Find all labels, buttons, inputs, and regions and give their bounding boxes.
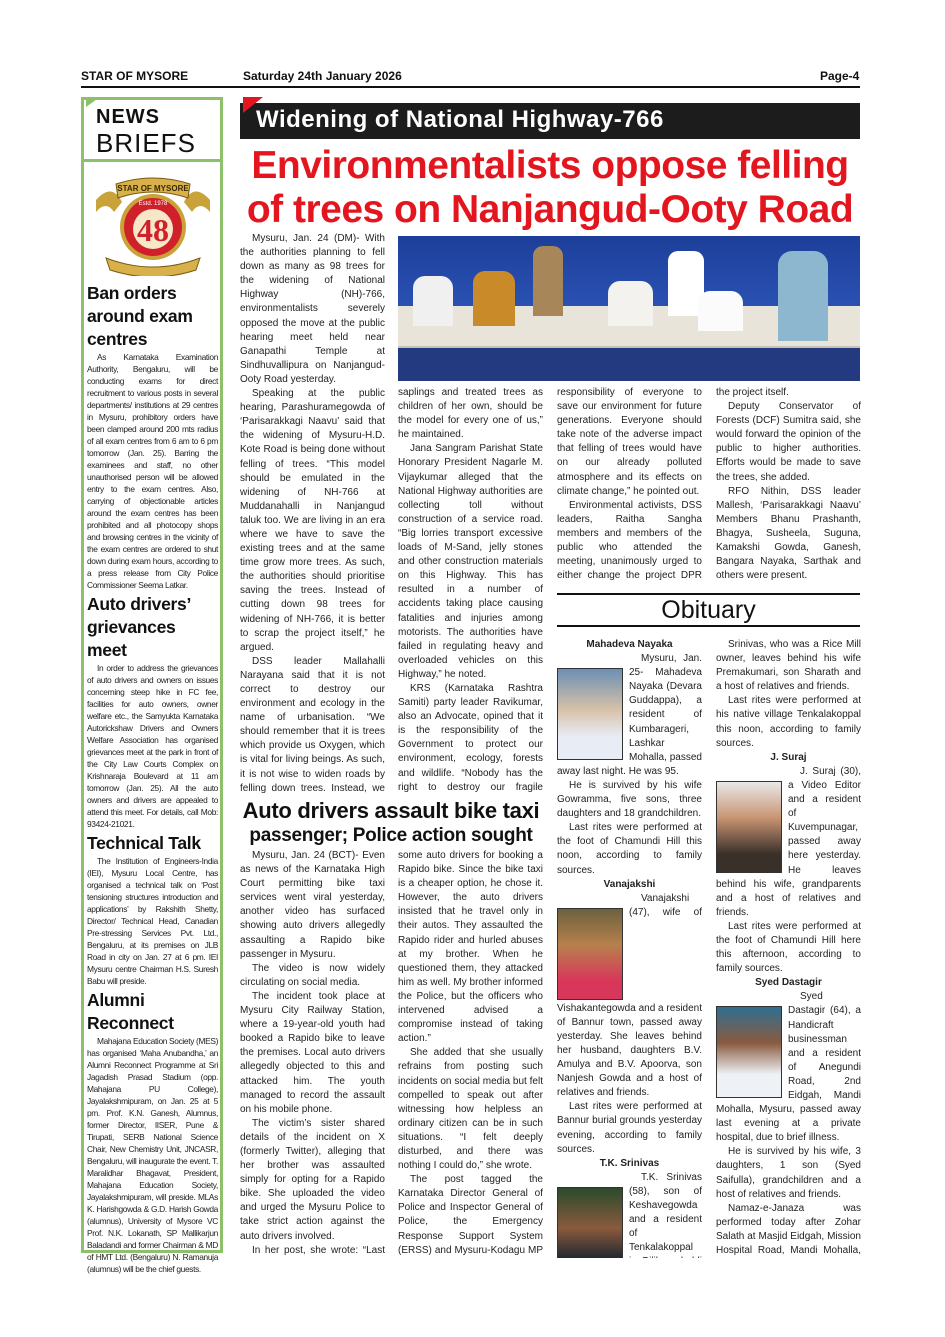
- brief-text: As Karnataka Examination Authority, Bengaluru, will be conducting exams for direct recruitment to various posts in several departments/ institutions at 29 centres in Mysuru, prohibitory orders have been clamped around 200 mts radius of all exam centres from 6 am to 6 pm tomorrow (Jan. 25). Barring the examinees and staff, no other unauthorised person will be allowed entry to the exam centres. Also, carrying of objectionable articles around the exam centres has been prohibited and all photocopy shops and browsing centres in the vicinity of the exam centres are ordered to shut down during exam hours, according to a press release from City Police Commissioner Seema Latkar.: [87, 352, 218, 590]
- second-headline-line-2-box: [240, 824, 542, 848]
- obituary-paragraph: [716, 765, 861, 920]
- obituary-text: T.K. Srinivas (58), son of Keshavegowda and a resident of Tenkalakoppal: [629, 1171, 702, 1254]
- obituary-text: Vanajakshi (47), wife of Vishakantegowda and a resident of Bannur town, passed away yesterday. She leaves behind her husband, daughters B.V. Amulya and B.V. Apoorva, son Nanjesh Gowda and a host of relatives and friends.: [557, 892, 702, 1099]
- obituary-column-1: [557, 638, 702, 1258]
- article-paragraph: The victim’s sister shared details of the incident on X (formerly Twitter), alleging that her brother was assaulted simply for opting for a Rapido bike. She uploaded the video and urged the Mysuru Police to take strict action against the auto drivers involved.: [240, 1117, 385, 1242]
- article-paragraph: The video is now widely circulating on social media.: [240, 962, 385, 988]
- obituary-photo: [716, 781, 782, 873]
- article-paragraph: RFO Nithin, DSS leader Mallesh, ‘Parisarakkagi Naavu’ Members Bhanu Prashanth, Bhagya, Susheela, Suguna, Kamakshi Gowda, Ganesh, Bangara Nayaka, Sarthak and others were present.: [716, 485, 861, 582]
- briefs-corner-flag: [86, 97, 100, 107]
- news-briefs-panel: [81, 97, 223, 1274]
- article-paragraph: DSS leader Mallahalli Narayana said that it is not correct to destroy our environment and ecology in the name of urbanisation. “We should remember that it is trees which provide us Oxygen, which is vital for living beings. As such, it is not wise to widen roads by felling down trees. Instead, we: [240, 655, 385, 794]
- article-paragraph: The post tagged the Karnataka Director General of Police and Inspector General of Police, the Emergency Response Support System (ERSS) and Mysuru-Kodagu MP: [398, 1174, 543, 1256]
- briefs-list: [87, 280, 218, 1275]
- article-paragraph: She added that she usually refrains from posting such incidents on social media but felt compelled to speak out after witnessing how helpless an ordinary citizen can be in such situations. “I felt deeply disturbed, and there was nothing I could do,” she wrote.: [398, 1047, 543, 1172]
- article-paragraph: saplings and treated trees as children of her own, should be the model for every one of us,” he maintained.: [398, 387, 543, 441]
- obituary-paragraph: Last rites were performed at Bannur burial grounds yesterday evening, according to family sources.: [557, 1101, 702, 1155]
- second-headline-line-1: Auto drivers assault bike taxi: [242, 798, 540, 823]
- headline-line-1-box: [240, 144, 860, 188]
- brief-text: In order to address the grievances of auto drivers and owners on issues concerning steep hike in FC fee, facilities for auto owners, owner welfare etc., the Samyukta Karnataka Autorickshaw Drivers and Owners Welfare Association has organised grievances meet at the park in front of the City Law Courts Complex on Krishnaraja Boulevard at 11 am tomorrow (Jan. 25). All the auto owners and drivers are appealed to attend this meet. For details, call Mob: 93424-21021.: [87, 663, 218, 829]
- brief-heading: Ban orders around exam centres: [87, 283, 193, 349]
- brief-heading: Auto drivers’ grievances meet: [87, 594, 191, 660]
- svg-text:STAR OF MYSORE: STAR OF MYSORE: [117, 184, 189, 193]
- obituary-text: Mysuru, Jan. 25- Mahadeva Nayaka (Devara Guddappa), a resident of Kumbarageri, Lashkar Mohalla, passed away last night. He was 95.: [557, 653, 702, 777]
- article-column-4: [716, 386, 861, 586]
- article-column-1: [240, 232, 385, 796]
- article-paragraph: the project itself.: [716, 387, 789, 398]
- headline-line-1: Environmentalists oppose felling: [251, 144, 849, 187]
- article-paragraph: some auto drivers for booking a Rapido bike. Since the bike taxi is a cheaper option, he chose it. However, the auto drivers insisted that he travel only in their autos. They assaulted the Rapido rider and hurled abuses at my brother. When he questioned them, they attacked him as well. My brother informed the Police, but the officers who intervened advised a compromise instead of taking action.”: [398, 850, 543, 1045]
- headline-line-2: of trees on Nanjangud-Ooty Road: [246, 188, 854, 231]
- headline-line-2-box: [240, 188, 860, 232]
- obituary-photo: [557, 668, 623, 760]
- article-paragraph: Mysuru, Jan. 24 (BCT)- Even as news of the Karnataka High Court permitting bike taxi services went viral yesterday, another video has surfaced showing auto drivers allegedly assaulting a Rapido bike passenger in Mysuru.: [240, 850, 385, 960]
- second-article-column-1: [240, 849, 385, 1259]
- page-number: Page-4: [820, 69, 860, 83]
- newspaper-name: STAR OF MYSORE: [81, 69, 189, 83]
- second-headline-line-2: passenger; Police action sought: [249, 825, 533, 846]
- article-paragraph: Environmental activists, DSS leaders, Raitha Sangha members and members of the public who attended the meeting, unanimously urged to either change the project DPR: [557, 499, 702, 582]
- obituary-paragraph: Last rites were performed at his native village Tenkalakoppal this noon, according to family sources.: [716, 695, 861, 749]
- obituary-heading: Obituary: [557, 593, 860, 627]
- obituary-name: T.K. Srinivas: [599, 1157, 660, 1169]
- article-paragraph: KRS (Karnataka Rashtra Samiti) party leader Ravikumar, also an Advocate, opined that it is the responsibility of the Government to protect our environment, ecology, forests and wildlife. “Nobody has the right to destroy our fragile: [398, 682, 543, 793]
- obituary-name: J. Suraj: [770, 751, 807, 763]
- news-label: NEWS: [96, 106, 160, 128]
- article-paragraph: In her post, she wrote: “Last: [252, 1244, 385, 1256]
- article-paragraph: Speaking at the public hearing, Parashuramegowda of ‘Parisarakkagi Naavu’ said that the widening of Mysuru-H.D. Kote Road is being done without felling of trees. “This model should be emulated in the widening of NH-766 at Muddanahalli in Nanjangud taluk too. We are living in an era where we have to save the existing trees and at the same time grow more trees. As such, the authorities should prioritise saving the trees. Instead of cutting down 98 trees for widening of NH-766, it is better to scrap the project itself,” he argued.: [240, 388, 385, 653]
- obituary-paragraph: [557, 892, 702, 1101]
- svg-text:48: 48: [137, 212, 169, 248]
- news-briefs-heading: [84, 100, 220, 162]
- anniversary-logo-icon: [92, 172, 214, 276]
- brief-text: The Institution of Engineers-India (IEI), Mysuru Local Centre, has organised a technical talk on ‘Post tensioning structures introduction and applications’ by Rakshith Shetty, Director/ Technical Head, Canadian Pre-stressing Services Pvt. Ltd., Bengaluru, at its premises on JLB Road in city on Jan. 27 at 6 pm. IEI Mysuru centre Chairman H.S. Suresh Babu will preside.: [87, 856, 218, 986]
- obituary-photo: [557, 908, 623, 1000]
- svg-text:Estd. 1978: Estd. 1978: [138, 201, 168, 207]
- article-paragraph: The incident took place at Mysuru City Railway Station, where a 19-year-old youth had booked a Rapido bike to leave the premises. Local auto drivers allegedly objected to this and attacked him. The youth managed to record the assault on his mobile phone.: [240, 990, 385, 1115]
- obituary-name: Mahadeva Nayaka: [586, 639, 673, 650]
- obituary-column-2: [716, 638, 861, 1258]
- public-hearing-photo: [398, 236, 860, 381]
- briefs-label: BRIEFS: [96, 128, 196, 158]
- obituary-photo: [716, 1006, 782, 1098]
- brief-heading: Alumni Reconnect: [87, 990, 174, 1033]
- issue-date: Saturday 24th January 2026: [243, 69, 402, 83]
- header-rule: [81, 86, 860, 88]
- article-paragraph: Jana Sangram Parishat State Honorary President Nagarle M. Vijaykumar alleged that the National Highway authorities are collecting toll without construction of a service road. “Big lorries transport excessive loads of M-Sand, jelly stones and other construction materials on this Highway. This has resulted in a number of accidents taking place causing fatalities and injuries among motorists. The authorities have failed in regulating heavy and overloaded vehicles on this Highway,” he noted.: [398, 443, 543, 680]
- brief-text: Mahajana Education Society (MES) has organised ‘Maha Anubandha,’ an Alumni Reconnect Programme at Sri Jagadish Prasad Stadium (opp. Mahajana PU College), Jayalakshmipuram, on Jan. 25 at 5 pm. Prof. K.N. Ganesh, Alumnus, former Director, IISER, Pune & Tirupati, SERB National Science Chair, New Chemistry Unit, JNCASR, Bengaluru, will inaugurate the event. T. Maralidhar Bhagavat, President, Mahajana Education Society, Jayalakshmipuram, will preside. MLAs K. Harishgowda & G.D. Harish Gowda (alumnus), University of Mysore VC Prof. N.K. Lokanath, SP Mallikarjun Baladandi and former Chairman & MD of HMT Ltd. (Bengaluru) N. Ramanuja (alumnus) will be the chief guests.: [87, 1036, 219, 1274]
- second-article-column-2: [398, 849, 543, 1259]
- article-column-3: [557, 386, 702, 586]
- obituary-photo: [557, 1187, 623, 1258]
- obituary-paragraph: Last rites were performed at the foot of Chamundi Hill here this afternoon, according to family sources.: [716, 920, 861, 975]
- obituary-paragraph: [557, 1171, 702, 1258]
- obituary-paragraph: He is survived by his wife, 3 daughters, 1 son (Syed Saifulla), grandchildren and a host of relatives and friends.: [716, 1146, 861, 1200]
- obituary-name: Vanajakshi: [603, 878, 656, 890]
- obituary-text: Syed Dastagir (64), a Handicraft businessman and a resident of Anegundi Road, 2nd Eidgah, Mandi Mohalla, Mysuru, passed away last evening at a private hospital, due to brief illness.: [716, 991, 861, 1144]
- obituary-paragraph: Srinivas, who was a Rice Mill owner, leaves behind his wife Premakumari, son Sharath and a host of relatives and friends.: [716, 639, 861, 693]
- article-paragraph: Mysuru, Jan. 24 (DM)- With the authorities planning to fell down as many as 98 trees for the widening of National Highway (NH)-766, environmentalists severely opposed the move at the public hearing meet held near Ganapathi Temple at Sindhuvallipura on Nanjangud-Ooty Road yesterday.: [240, 233, 385, 385]
- article-column-2: [398, 386, 543, 796]
- article-paragraph: responsibility of everyone to save our environment for future generations. Everyone should take note of the adverse impact that felling of trees would have on our already polluted atmosphere and its effects on climate change,” he pointed out.: [557, 387, 702, 497]
- obituary-paragraph: Namaz-e-Janaza was performed today after Zohar Salath at Masjid Eidgah, Mission Hospital Road, Mandi Mohalla,: [716, 1202, 861, 1257]
- obituary-paragraph: [557, 652, 702, 779]
- obituary-paragraph: He is survived by his wife Gowramma, five sons, three daughters and 18 grandchildren.: [557, 779, 702, 820]
- kicker-corner-flag: [243, 97, 263, 113]
- kicker-bar: [240, 103, 860, 139]
- obituary-name: Syed Dastagir: [755, 977, 822, 989]
- article-paragraph: Deputy Conservator of Forests (DCF) Sumitra said, she would forward the opinion of the public to higher authorities. Efforts would be made to save the trees, she added.: [716, 401, 861, 483]
- obituary-text: J. Suraj (30), a Video Editor and a resident of Kuvempunagar, passed away here yesterday. He leaves behind his wife, grandparents and a host of relatives and friends.: [716, 765, 861, 918]
- brief-heading: Technical Talk: [87, 833, 201, 853]
- obituary-paragraph: [716, 990, 861, 1145]
- obituary-paragraph: Last rites were performed at the foot of Chamundi Hill this noon, according to family sources.: [557, 822, 702, 876]
- kicker-text: Widening of National Highway-766: [256, 106, 664, 133]
- second-headline-line-1-box: [240, 798, 542, 824]
